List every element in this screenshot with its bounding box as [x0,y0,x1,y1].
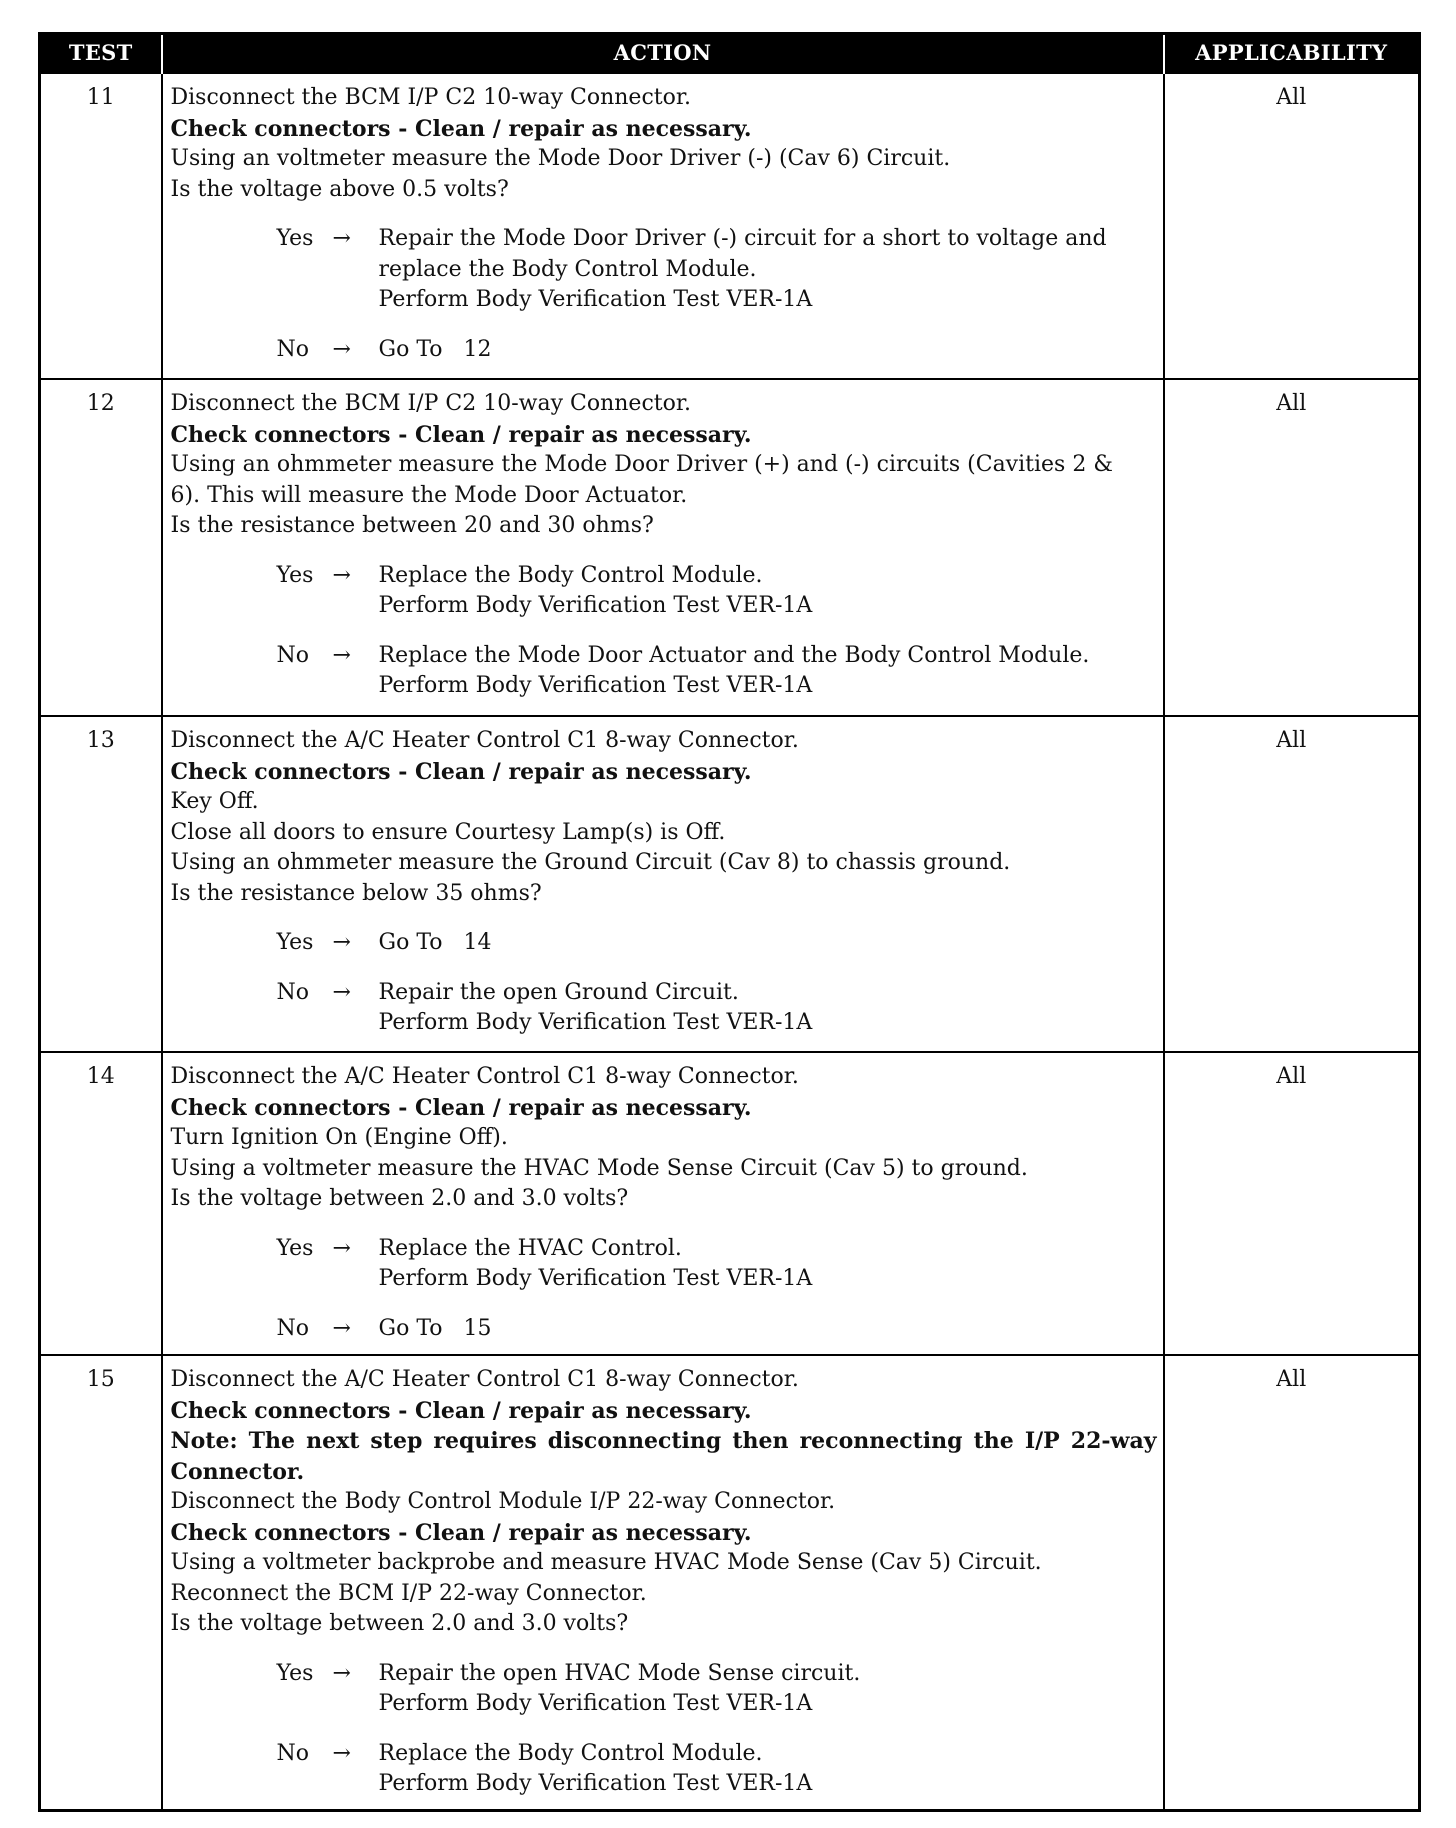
test-number: 13 [40,716,162,1052]
action-line: Disconnect the A/C Heater Control C1 8-way Connector. [170,728,799,753]
no-option [277,1739,1157,1800]
action-line: Is the resistance below 35 ohms? [170,880,542,906]
yes-option [277,224,1157,316]
arrow-icon: → [332,979,351,1005]
header-applicability: APPLICABILITY [1164,34,1420,74]
option-key: Yes [276,226,314,251]
action-line: Check connectors - Clean / repair as necessary. [170,1519,752,1546]
action-line: Close all doors to ensure Courtesy Lamp(s) is Off. [170,819,726,845]
table-row [40,73,1420,379]
yes-option [277,561,1157,622]
option-line: Go To 15 [378,1315,492,1341]
arrow-icon: → [332,1315,351,1341]
option-key: Yes [276,930,314,955]
note-line: Note: The next step requires disconnecting then reconnecting the I/P 22-way Connector. [170,1428,1157,1485]
action-line: Key Off. [170,789,259,814]
test-number: 11 [40,73,162,379]
applicability-cell: All [1164,1355,1420,1810]
option-line: Perform Body Verification Test VER-1A [378,1266,813,1291]
table-row [40,716,1420,1052]
test-number: 15 [40,1355,162,1810]
test-number: 14 [40,1052,162,1355]
option-key: No [276,1740,309,1766]
action-line: Using an ohmmeter measure the Mode Door Driver (+) and (-) circuits (Cavities 2 & [170,452,1113,477]
arrow-icon: → [332,642,351,668]
option-line: Replace the Body Control Module. [378,1740,763,1766]
yes-option [277,1659,1157,1720]
action-line: Check connectors - Clean / repair as necessary. [170,1094,752,1121]
applicability-cell: All [1164,1052,1420,1355]
action-line: Disconnect the A/C Heater Control C1 8-way Connector. [170,1064,799,1089]
option-key: No [276,979,309,1005]
option-line: Repair the open Ground Circuit. [378,979,739,1005]
action-line: Disconnect the BCM I/P C2 10-way Connector. [170,85,691,110]
applicability-cell: All [1164,379,1420,716]
option-line: Perform Body Verification Test VER-1A [378,1010,813,1035]
option-line: Perform Body Verification Test VER-1A [378,1771,813,1796]
action-cell [162,73,1164,379]
action-line: 6). This will measure the Mode Door Actuator. [170,482,688,508]
action-line: Disconnect the Body Control Module I/P 22-way Connector. [170,1489,836,1514]
header-action: ACTION [162,34,1164,74]
action-line: Reconnect the BCM I/P 22-way Connector. [170,1580,647,1606]
option-key: Yes [276,1660,314,1686]
action-line: Turn Ignition On (Engine Off). [170,1125,508,1150]
no-option [277,978,1157,1039]
action-cell [162,1355,1164,1810]
option-line: Perform Body Verification Test VER-1A [378,593,813,618]
option-line: Replace the HVAC Control. [378,1235,682,1261]
option-line: replace the Body Control Module. [378,256,757,282]
arrow-icon: → [332,336,351,362]
applicability-cell: All [1164,716,1420,1052]
test-number: 12 [40,379,162,716]
arrow-icon: → [332,1235,351,1261]
option-line: Perform Body Verification Test VER-1A [378,1691,813,1716]
header-test: TEST [40,34,162,74]
yes-option [277,1234,1157,1295]
action-line: Using an voltmeter measure the Mode Door Driver (-) (Cav 6) Circuit. [170,146,951,171]
arrow-icon: → [332,226,351,251]
action-cell [162,379,1164,716]
table-row [40,1355,1420,1810]
action-line: Check connectors - Clean / repair as necessary. [170,758,752,785]
action-cell [162,716,1164,1052]
action-line: Disconnect the A/C Heater Control C1 8-way Connector. [170,1367,799,1392]
option-key: Yes [276,562,314,588]
option-line: Repair the Mode Door Driver (-) circuit for a short to voltage and [378,226,1107,251]
applicability-cell: All [1164,73,1420,379]
option-line: Replace the Body Control Module. [378,562,763,588]
action-line: Using a voltmeter backprobe and measure HVAC Mode Sense (Cav 5) Circuit. [170,1550,1042,1575]
action-line: Is the resistance between 20 and 30 ohms? [170,513,654,538]
action-line: Using an ohmmeter measure the Ground Circuit (Cav 8) to chassis ground. [170,850,1011,875]
action-line: Is the voltage above 0.5 volts? [170,176,509,202]
option-line: Go To 12 [378,336,492,362]
option-line: Perform Body Verification Test VER-1A [378,673,813,698]
table-row [40,1052,1420,1355]
table-row [40,379,1420,716]
option-line: Perform Body Verification Test VER-1A [378,287,813,312]
action-line: Is the voltage between 2.0 and 3.0 volts? [170,1186,629,1211]
no-option [277,641,1157,702]
option-line: Repair the open HVAC Mode Sense circuit. [378,1660,861,1686]
option-key: No [276,642,309,668]
no-option [277,335,1157,366]
action-line: Check connectors - Clean / repair as necessary. [170,421,752,448]
action-cell [162,1052,1164,1355]
action-line: Using a voltmeter measure the HVAC Mode Sense Circuit (Cav 5) to ground. [170,1155,1028,1181]
arrow-icon: → [332,562,351,588]
yes-option [277,928,1157,959]
action-line: Is the voltage between 2.0 and 3.0 volts? [170,1611,629,1636]
no-option [277,1314,1157,1345]
action-line: Disconnect the BCM I/P C2 10-way Connector. [170,391,691,416]
table-header-row [40,34,1420,74]
option-key: Yes [276,1235,314,1261]
diagnostic-test-table [38,32,1421,1812]
action-line: Check connectors - Clean / repair as necessary. [170,115,752,142]
option-key: No [276,336,309,362]
arrow-icon: → [332,1660,351,1686]
arrow-icon: → [332,930,351,955]
option-key: No [276,1315,309,1341]
arrow-icon: → [332,1740,351,1766]
option-line: Replace the Mode Door Actuator and the Body Control Module. [378,642,1090,668]
action-line: Check connectors - Clean / repair as necessary. [170,1397,752,1424]
option-line: Go To 14 [378,930,492,955]
